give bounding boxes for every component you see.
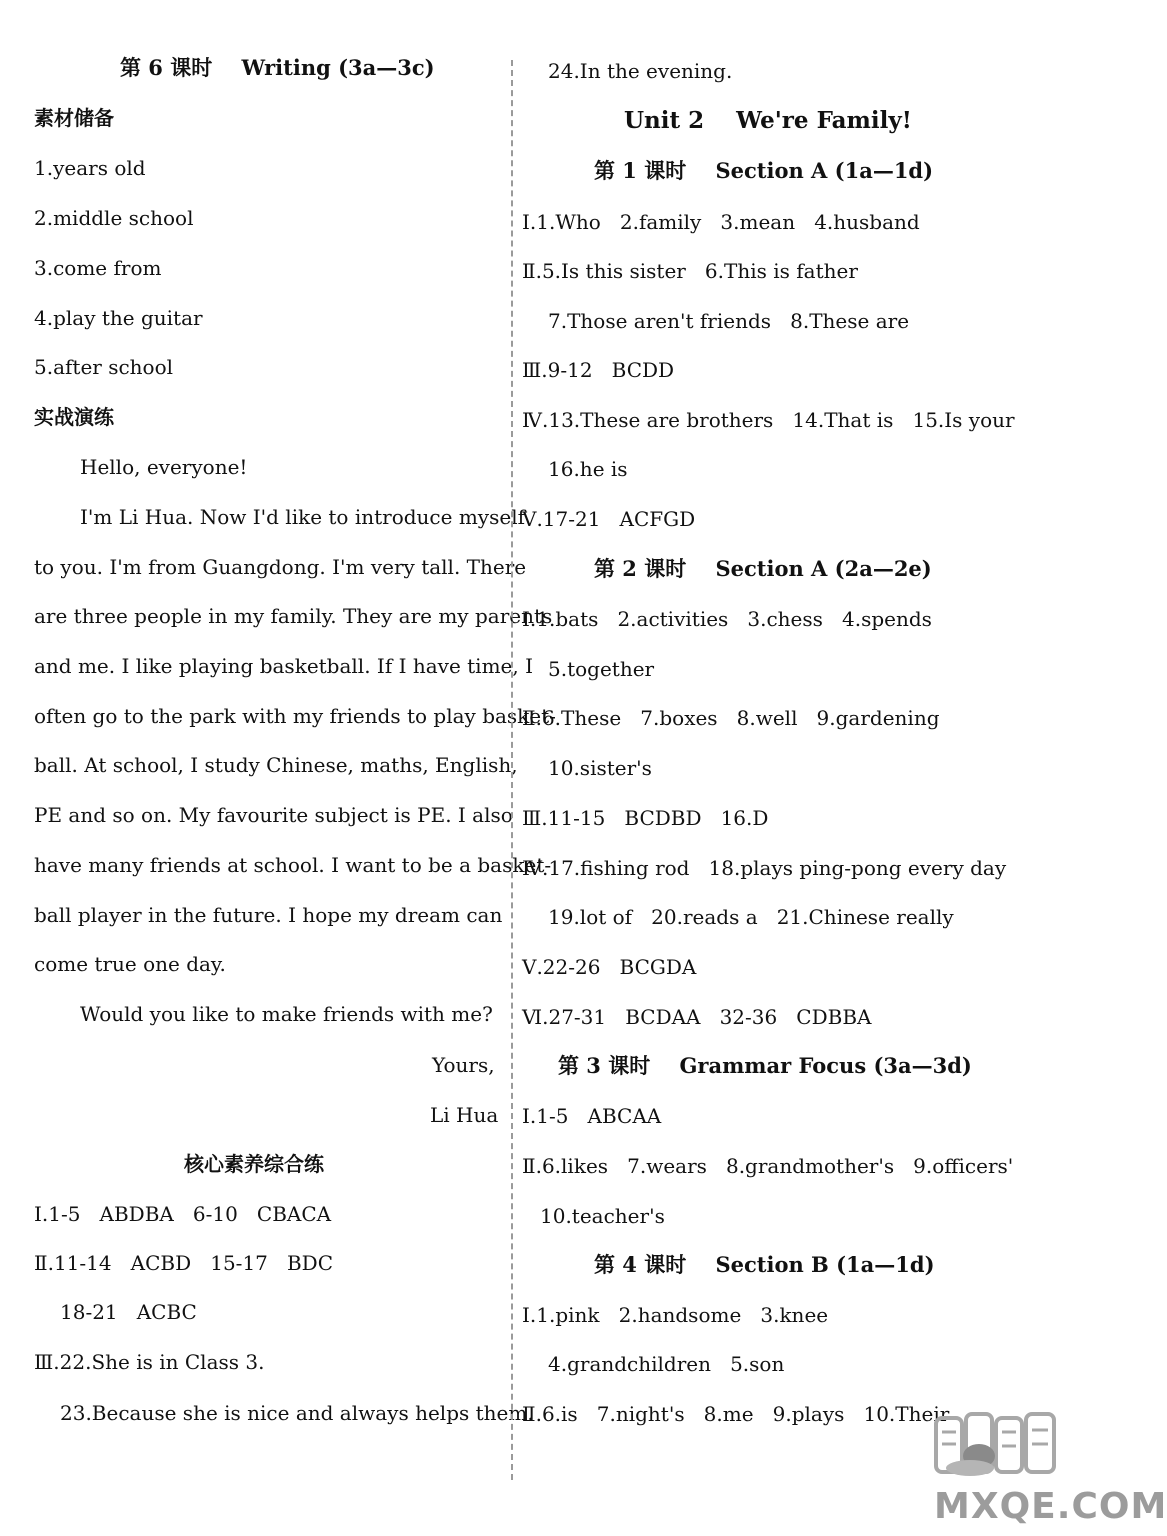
answer-line: 23.Because she is nice and always helps them. <box>60 1401 534 1425</box>
answer-line: 5.together <box>548 657 655 681</box>
essay-line: often go to the park with my friends to play basket- <box>34 704 556 728</box>
answer-line: Ⅳ.17.fishing rod 18.plays ping-pong every day <box>522 856 1007 880</box>
signoff-name: Li Hua <box>430 1103 499 1127</box>
answer-line: 10.sister's <box>548 756 652 780</box>
practice-heading: 实战演练 <box>34 405 114 429</box>
essay-line: and me. I like playing basketball. If I have time, I <box>34 654 533 678</box>
answer-line: 10.teacher's <box>540 1204 665 1228</box>
answer-line: 18-21 ACBC <box>60 1300 197 1324</box>
lesson2-title: 第 2 课时 Section A (2a—2e) <box>594 556 932 581</box>
answer-line: 16.he is <box>548 457 628 481</box>
answer-line: Ⅵ.27-31 BCDAA 32-36 CDBBA <box>522 1005 872 1029</box>
answer-line: Ⅰ.1.Who 2.family 3.mean 4.husband <box>522 210 920 234</box>
material-item: 3.come from <box>34 256 162 280</box>
greeting: Hello, everyone! <box>80 455 248 479</box>
essay-line: ball. At school, I study Chinese, maths, English, <box>34 753 518 777</box>
core-heading: 核心素养综合练 <box>184 1152 324 1176</box>
essay-line: ball player in the future. I hope my dream can <box>34 903 503 927</box>
answer-line: Ⅱ.5.Is this sister 6.This is father <box>522 259 858 283</box>
answer-line: Ⅰ.1-5 ABCAA <box>522 1104 662 1128</box>
column-divider <box>511 60 513 1480</box>
signoff-yours: Yours, <box>432 1053 495 1077</box>
essay-line: have many friends at school. I want to be a basket- <box>34 853 552 877</box>
lesson6-title: 第 6 课时 Writing (3a—3c) <box>120 55 435 80</box>
answer-line: 4.grandchildren 5.son <box>548 1352 785 1376</box>
lesson3-title: 第 3 课时 Grammar Focus (3a—3d) <box>558 1053 972 1078</box>
watermark <box>932 1410 1167 1530</box>
answer-line: Ⅰ.1.bats 2.activities 3.chess 4.spends <box>522 607 932 631</box>
lesson4-title: 第 4 课时 Section B (1a—1d) <box>594 1252 935 1277</box>
closing-question: Would you like to make friends with me? <box>80 1002 493 1026</box>
answer-line: 24.In the evening. <box>548 59 733 83</box>
material-item: 2.middle school <box>34 206 194 230</box>
answer-line: Ⅳ.13.These are brothers 14.That is 15.Is your <box>522 408 1015 432</box>
material-item: 4.play the guitar <box>34 306 203 330</box>
essay-line: to you. I'm from Guangdong. I'm very tall. There <box>34 555 527 579</box>
answer-line: 19.lot of 20.reads a 21.Chinese really <box>548 905 954 929</box>
essay-line: come true one day. <box>34 952 226 976</box>
answer-line: Ⅲ.9-12 BCDD <box>522 358 675 382</box>
watermark-text: MXQE.COM <box>934 1486 1167 1527</box>
answer-line: Ⅱ.6.is 7.night's 8.me 9.plays 10.Their <box>522 1402 950 1426</box>
answer-line: Ⅴ.17-21 ACFGD <box>522 507 696 531</box>
answer-line: Ⅰ.1-5 ABDBA 6-10 CBACA <box>34 1202 332 1226</box>
answer-line: Ⅲ.11-15 BCDBD 16.D <box>522 806 769 830</box>
answer-line: Ⅱ.11-14 ACBD 15-17 BDC <box>34 1251 333 1275</box>
material-item: 5.after school <box>34 355 174 379</box>
answer-line: 7.Those aren't friends 8.These are <box>548 309 910 333</box>
essay-line: PE and so on. My favourite subject is PE. I also <box>34 803 513 827</box>
answer-stamp-icon <box>932 1410 1058 1480</box>
unit-title: Unit 2 We're Family! <box>624 107 912 134</box>
answer-line: Ⅰ.1.pink 2.handsome 3.knee <box>522 1303 829 1327</box>
material-heading: 素材储备 <box>34 106 114 130</box>
lesson1-title: 第 1 课时 Section A (1a—1d) <box>594 158 934 183</box>
answer-line: Ⅴ.22-26 BCGDA <box>522 955 697 979</box>
material-item: 1.years old <box>34 156 146 180</box>
answer-line: Ⅱ.6.These 7.boxes 8.well 9.gardening <box>522 706 940 730</box>
essay-line: I'm Li Hua. Now I'd like to introduce myself <box>80 505 525 529</box>
essay-line: are three people in my family. They are my parents <box>34 604 553 628</box>
answer-line: Ⅲ.22.She is in Class 3. <box>34 1350 265 1374</box>
answer-line: Ⅱ.6.likes 7.wears 8.grandmother's 9.officers' <box>522 1154 1014 1178</box>
